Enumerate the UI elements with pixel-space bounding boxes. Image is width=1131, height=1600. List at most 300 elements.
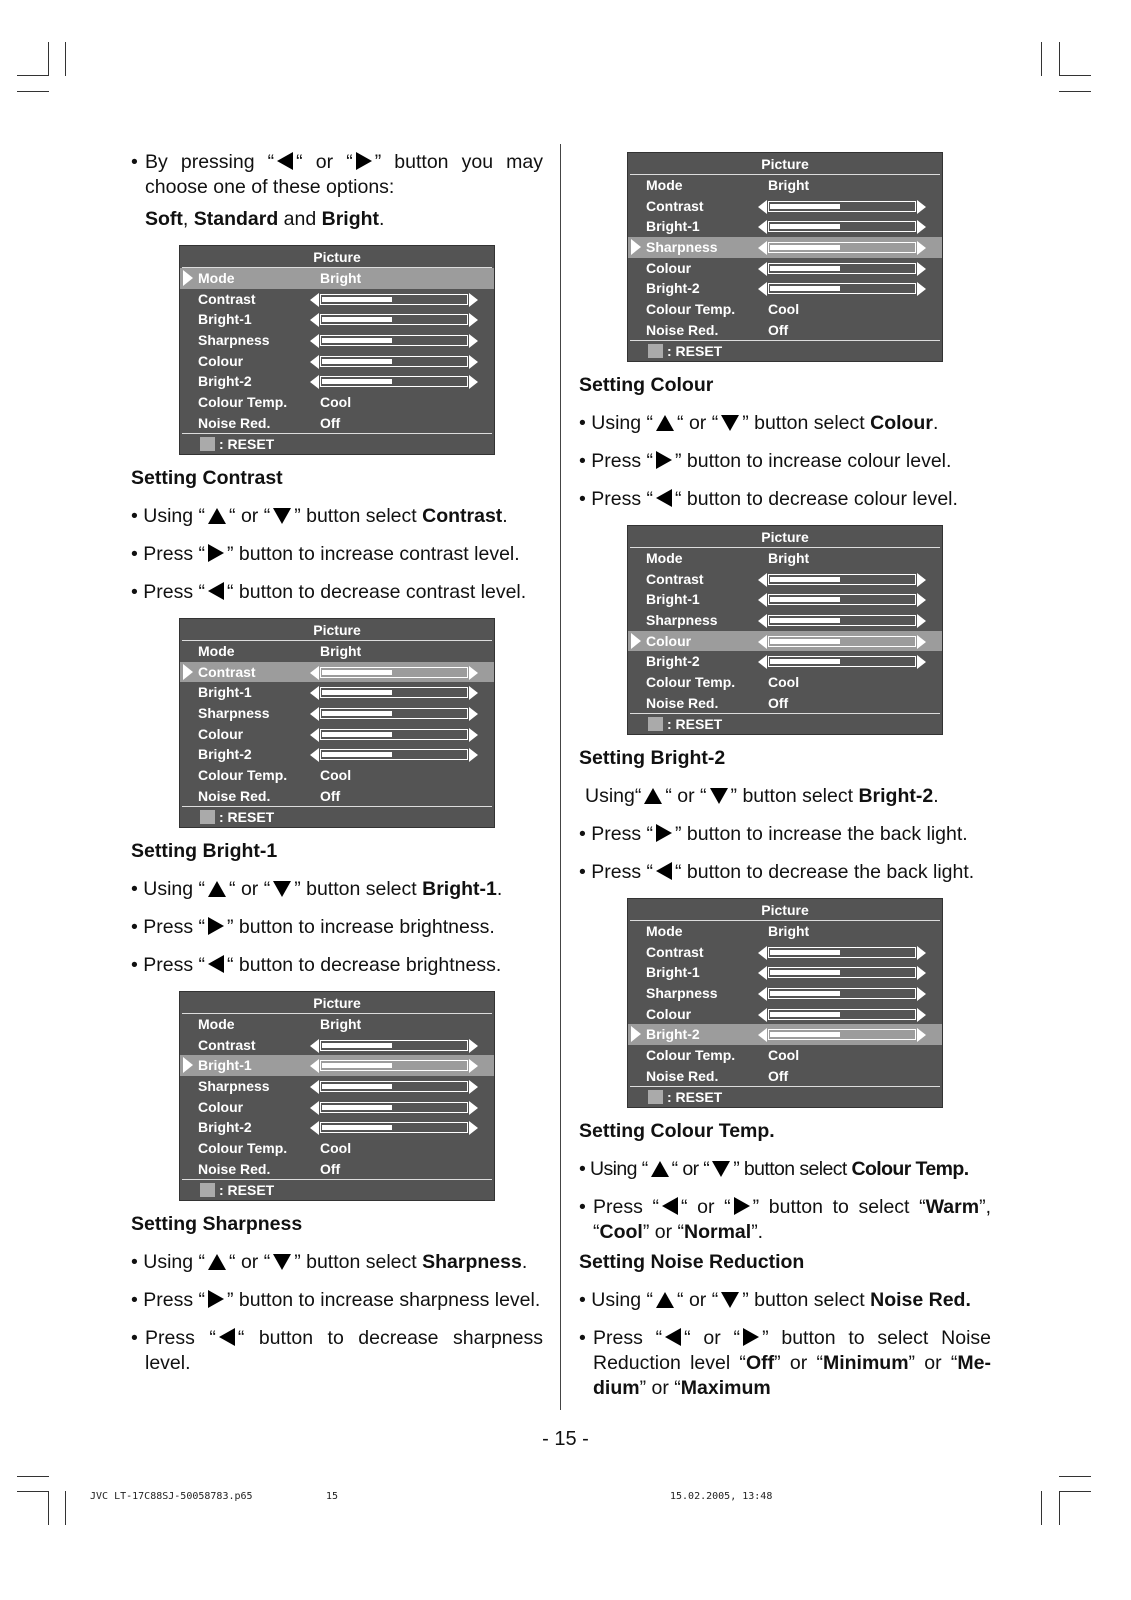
menu-row[interactable] [180, 1014, 494, 1035]
slider-right-icon [917, 635, 926, 649]
level-slider[interactable] [758, 635, 926, 648]
slider-right-icon [917, 282, 926, 296]
crop-mark [17, 91, 49, 92]
left-column [131, 150, 543, 1389]
picture-menu [627, 525, 943, 735]
menu-row[interactable] [180, 662, 494, 683]
slider-right-icon [469, 1101, 478, 1115]
menu-row-label: Contrast [198, 663, 256, 680]
slider-fill [322, 711, 392, 716]
menu-row-label: Bright-2 [646, 1026, 700, 1043]
menu-row[interactable] [628, 1045, 942, 1066]
crop-mark [17, 1491, 49, 1492]
slider-fill [770, 286, 840, 291]
level-slider[interactable] [758, 282, 926, 295]
slider-right-icon [469, 728, 478, 742]
slider-left-icon [758, 200, 767, 214]
menu-row[interactable] [628, 548, 942, 569]
menu-row[interactable] [180, 724, 494, 745]
menu-row-value: Bright [768, 923, 810, 939]
slider-track [768, 615, 916, 626]
left-arrow-icon [656, 489, 672, 507]
slider-left-icon [310, 1101, 319, 1115]
footer-filename: JVC LT-17C88SJ-50058783.p65 [90, 1491, 253, 1502]
slider-left-icon [310, 707, 319, 721]
slider-fill [322, 1105, 392, 1110]
slider-left-icon [310, 686, 319, 700]
up-arrow-icon [208, 881, 226, 897]
menu-row-label: Bright-2 [198, 1119, 252, 1136]
menu-row-label: Noise Red. [198, 414, 271, 431]
crop-mark [1059, 1491, 1091, 1492]
slider-left-icon [310, 666, 319, 680]
menu-row-value: Bright [320, 270, 362, 286]
slider-left-icon [310, 293, 319, 307]
menu-row[interactable] [628, 1004, 942, 1025]
slider-left-icon [758, 966, 767, 980]
slider-left-icon [758, 946, 767, 960]
slider-track [320, 1040, 468, 1051]
menu-row[interactable] [180, 1035, 494, 1056]
menu-row[interactable] [180, 641, 494, 662]
picture-menu [627, 152, 943, 362]
level-slider[interactable] [310, 375, 478, 388]
level-slider[interactable] [310, 666, 478, 679]
menu-row-value: Cool [768, 1047, 800, 1064]
level-slider[interactable] [310, 293, 478, 306]
menu-row-label: Colour Temp. [646, 301, 736, 318]
level-slider[interactable] [310, 313, 478, 326]
menu-row[interactable] [628, 983, 942, 1004]
slider-track [320, 1102, 468, 1113]
level-slider[interactable] [310, 728, 478, 741]
menu-row-label: Colour Temp. [198, 394, 288, 411]
picture-menu [179, 245, 495, 455]
menu-row-label: Colour [198, 352, 244, 369]
heading-noise-reduction: Setting Noise Reduction [579, 1251, 805, 1273]
sharpness-decrease-step: • Press “ “ button to decrease sharpness level. [131, 1327, 543, 1374]
reset-label: : RESET [667, 343, 723, 359]
menu-row[interactable] [628, 237, 942, 258]
footer-date: 15.02.2005, 13:48 [670, 1491, 773, 1502]
menu-row-value: Cool [768, 674, 800, 691]
level-slider[interactable] [310, 1101, 478, 1114]
menu-row[interactable] [180, 1159, 494, 1180]
menu-row-label: Contrast [646, 197, 704, 214]
selection-pointer-icon [631, 1026, 641, 1042]
menu-row[interactable] [180, 413, 494, 434]
menu-row-label: Bright-1 [198, 311, 252, 328]
menu-row[interactable] [180, 765, 494, 786]
menu-row[interactable] [180, 703, 494, 724]
slider-left-icon [310, 355, 319, 369]
bright1-decrease-step: • Press “ “ button to decrease brightness. [131, 954, 502, 976]
heading-bright2: Setting Bright-2 [579, 747, 726, 769]
level-slider[interactable] [310, 686, 478, 699]
slider-right-icon [469, 1121, 478, 1135]
slider-track [768, 594, 916, 605]
slider-track [320, 1081, 468, 1092]
slider-right-icon [469, 748, 478, 762]
bright2-decrease-step: • Press “ “ button to decrease the back light. [579, 861, 975, 883]
menu-row[interactable] [180, 1097, 494, 1118]
slider-left-icon [758, 1008, 767, 1022]
menu-row-value: Off [768, 321, 789, 338]
right-arrow-icon [208, 544, 224, 562]
options-line: Soft, Standard and Bright. [145, 208, 385, 230]
slider-fill [770, 639, 840, 644]
menu-row-label: Mode [646, 177, 683, 193]
left-arrow-icon [665, 1328, 681, 1346]
menu-row-label: Bright-2 [198, 373, 252, 390]
slider-fill [770, 950, 840, 955]
menu-title: Picture [630, 153, 940, 175]
heading-colour: Setting Colour [579, 374, 714, 396]
menu-row[interactable] [628, 962, 942, 983]
crop-mark [17, 1476, 49, 1477]
level-slider[interactable] [758, 200, 926, 213]
menu-row[interactable] [628, 631, 942, 652]
menu-row[interactable] [628, 175, 942, 196]
level-slider[interactable] [758, 262, 926, 275]
up-arrow-icon [656, 415, 674, 431]
slider-track [768, 947, 916, 958]
menu-row-label: Noise Red. [646, 321, 719, 338]
slider-fill [770, 1012, 840, 1017]
slider-track [768, 1009, 916, 1020]
slider-track [320, 729, 468, 740]
menu-row-label: Colour [646, 259, 692, 276]
colour-increase-step: • Press “ ” button to increase colour level. [579, 450, 952, 472]
menu-row-value: Off [320, 1160, 341, 1177]
menu-row-value: Bright [768, 177, 810, 193]
menu-row[interactable] [180, 351, 494, 372]
menu-row[interactable] [628, 942, 942, 963]
left-arrow-icon [208, 955, 224, 973]
level-slider[interactable] [310, 748, 478, 761]
menu-row-label: Bright-2 [198, 746, 252, 763]
slider-right-icon [469, 293, 478, 307]
left-arrow-icon [208, 582, 224, 600]
selection-pointer-icon [183, 270, 193, 286]
slider-right-icon [469, 334, 478, 348]
menu-row-value: Cool [320, 767, 352, 784]
menu-row-value: Off [320, 787, 341, 804]
colour-temp-press-step: • Press “ “ or “ ” button to select “Warm”, “Cool” or “Normal”. [579, 1196, 991, 1243]
menu-row-label: Mode [198, 643, 235, 659]
menu-row[interactable] [180, 786, 494, 807]
slider-fill [770, 266, 840, 271]
level-slider[interactable] [758, 220, 926, 233]
crop-mark [1059, 91, 1091, 92]
intro-paragraph: • By pressing “ “ or “ ” button you may choose one of these options: [131, 151, 543, 198]
menu-row-label: Mode [198, 1016, 235, 1032]
menu-row[interactable] [628, 589, 942, 610]
slider-track [768, 283, 916, 294]
menu-title: Picture [182, 619, 492, 641]
slider-right-icon [917, 966, 926, 980]
menu-row[interactable] [628, 651, 942, 672]
right-arrow-icon [208, 917, 224, 935]
menu-row[interactable] [180, 268, 494, 289]
slider-track [768, 263, 916, 274]
slider-track [768, 574, 916, 585]
selection-pointer-icon [183, 1057, 193, 1073]
menu-row-label: Bright-1 [646, 964, 700, 981]
slider-track [320, 314, 468, 325]
crop-mark [17, 75, 49, 76]
slider-left-icon [310, 334, 319, 348]
crop-mark [48, 42, 49, 76]
menu-row[interactable] [628, 320, 942, 341]
menu-row-label: Sharpness [646, 985, 718, 1002]
right-column [579, 152, 991, 1414]
menu-row[interactable] [628, 672, 942, 693]
slider-fill [770, 1032, 840, 1037]
menu-row[interactable] [628, 258, 942, 279]
slider-track [768, 201, 916, 212]
menu-row-label: Sharpness [198, 332, 270, 349]
menu-row[interactable] [628, 921, 942, 942]
slider-left-icon [310, 748, 319, 762]
menu-row[interactable] [180, 1117, 494, 1138]
selection-pointer-icon [183, 664, 193, 680]
menu-footer [630, 713, 940, 734]
menu-row[interactable] [628, 1066, 942, 1087]
reset-key-icon [200, 1183, 215, 1197]
menu-row[interactable] [180, 744, 494, 765]
menu-row[interactable] [628, 216, 942, 237]
menu-row-value: Cool [320, 394, 352, 411]
menu-row-label: Contrast [198, 290, 256, 307]
level-slider[interactable] [758, 966, 926, 979]
slider-left-icon [310, 728, 319, 742]
sharpness-increase-step: • Press “ ” button to increase sharpness level. [131, 1289, 541, 1311]
menu-row-label: Noise Red. [646, 1067, 719, 1084]
slider-track [320, 1060, 468, 1071]
menu-row-label: Colour [198, 725, 244, 742]
bright1-select-step: • Using “ “ or “ ” button select Bright-1. [131, 878, 503, 900]
menu-footer [182, 1179, 492, 1200]
colour-decrease-step: • Press “ “ button to decrease colour level. [579, 488, 958, 510]
menu-row[interactable] [180, 1055, 494, 1076]
selection-pointer-icon [631, 239, 641, 255]
slider-fill [322, 1125, 392, 1130]
up-arrow-icon [208, 1254, 226, 1270]
slider-left-icon [758, 282, 767, 296]
slider-fill [322, 732, 392, 737]
level-slider[interactable] [758, 573, 926, 586]
slider-fill [770, 970, 840, 975]
level-slider[interactable] [310, 1121, 478, 1134]
menu-row[interactable] [628, 1024, 942, 1045]
left-arrow-icon [662, 1197, 678, 1215]
menu-row[interactable] [180, 1076, 494, 1097]
level-slider[interactable] [758, 241, 926, 254]
menu-row-label: Contrast [646, 943, 704, 960]
menu-footer [630, 1086, 940, 1107]
menu-title: Picture [630, 526, 940, 548]
menu-row-value: Bright [320, 643, 362, 659]
slider-right-icon [469, 355, 478, 369]
contrast-decrease-step: • Press “ “ button to decrease contrast level. [131, 581, 527, 603]
slider-left-icon [758, 220, 767, 234]
down-arrow-icon [712, 1161, 730, 1177]
slider-track [320, 749, 468, 760]
left-arrow-icon [219, 1328, 235, 1346]
down-arrow-icon [721, 1292, 739, 1308]
selection-pointer-icon [631, 633, 641, 649]
menu-row[interactable] [628, 610, 942, 631]
colour-select-step: • Using “ “ or “ ” button select Colour. [579, 412, 939, 434]
menu-footer [630, 340, 940, 361]
menu-footer [182, 433, 492, 454]
menu-title: Picture [182, 992, 492, 1014]
menu-row-label: Noise Red. [198, 1160, 271, 1177]
menu-row[interactable] [628, 569, 942, 590]
left-arrow-icon [656, 862, 672, 880]
menu-row[interactable] [628, 278, 942, 299]
menu-row-label: Sharpness [646, 612, 718, 629]
level-slider[interactable] [310, 355, 478, 368]
slider-fill [770, 224, 840, 229]
crop-mark [1041, 1491, 1042, 1525]
slider-fill [322, 359, 392, 364]
bright2-increase-step: • Press “ ” button to increase the back light. [579, 823, 968, 845]
slider-track [768, 1029, 916, 1040]
menu-row[interactable] [180, 1138, 494, 1159]
level-slider[interactable] [758, 614, 926, 627]
slider-left-icon [310, 375, 319, 389]
menu-row-label: Colour Temp. [646, 1047, 736, 1064]
menu-row[interactable] [628, 693, 942, 714]
level-slider[interactable] [310, 1039, 478, 1052]
slider-fill [770, 659, 840, 664]
menu-row[interactable] [180, 330, 494, 351]
menu-row-label: Noise Red. [198, 787, 271, 804]
menu-row-value: Off [768, 1067, 789, 1084]
slider-fill [322, 690, 392, 695]
reset-label: : RESET [667, 1089, 723, 1105]
menu-row-label: Colour Temp. [198, 767, 288, 784]
level-slider[interactable] [758, 946, 926, 959]
reset-key-icon [648, 717, 663, 731]
slider-right-icon [469, 375, 478, 389]
slider-left-icon [758, 573, 767, 587]
right-arrow-icon [656, 824, 672, 842]
picture-menu [179, 618, 495, 828]
bright2-select-step: Using“ “ or “ ” button select Bright-2. [585, 785, 939, 807]
contrast-increase-step: • Press “ ” button to increase contrast level. [131, 543, 520, 565]
reset-label: : RESET [667, 716, 723, 732]
sharpness-select-step: • Using “ “ or “ ” button select Sharpness. [131, 1251, 528, 1273]
slider-left-icon [758, 614, 767, 628]
slider-right-icon [917, 220, 926, 234]
slider-track [768, 221, 916, 232]
crop-mark [1059, 75, 1091, 76]
up-arrow-icon [208, 508, 226, 524]
menu-row-label: Mode [646, 550, 683, 566]
down-arrow-icon [273, 881, 291, 897]
menu-row[interactable] [180, 289, 494, 310]
menu-row[interactable] [180, 309, 494, 330]
menu-row[interactable] [180, 682, 494, 703]
down-arrow-icon [273, 1254, 291, 1270]
crop-mark [1059, 1491, 1060, 1525]
slider-right-icon [917, 200, 926, 214]
menu-row[interactable] [628, 196, 942, 217]
level-slider[interactable] [758, 1028, 926, 1041]
slider-right-icon [917, 1008, 926, 1022]
slider-left-icon [758, 241, 767, 255]
level-slider[interactable] [758, 593, 926, 606]
slider-fill [322, 752, 392, 757]
slider-track [768, 656, 916, 667]
slider-fill [770, 991, 840, 996]
level-slider[interactable] [310, 707, 478, 720]
crop-mark [65, 42, 66, 76]
menu-row-label: Contrast [198, 1036, 256, 1053]
slider-fill [322, 297, 392, 302]
slider-track [320, 1122, 468, 1133]
bright1-increase-step: • Press “ ” button to increase brightness. [131, 916, 495, 938]
slider-right-icon [469, 313, 478, 327]
slider-right-icon [917, 262, 926, 276]
slider-track [320, 687, 468, 698]
column-divider [560, 144, 561, 1410]
slider-fill [770, 245, 840, 250]
level-slider[interactable] [758, 987, 926, 1000]
menu-row-label: Colour [198, 1098, 244, 1115]
slider-track [320, 335, 468, 346]
reset-key-icon [200, 810, 215, 824]
slider-track [320, 356, 468, 367]
slider-fill [770, 597, 840, 602]
level-slider[interactable] [758, 655, 926, 668]
slider-left-icon [310, 313, 319, 327]
slider-right-icon [469, 1059, 478, 1073]
slider-fill [770, 618, 840, 623]
menu-row[interactable] [628, 299, 942, 320]
down-arrow-icon [721, 415, 739, 431]
slider-fill [322, 317, 392, 322]
level-slider[interactable] [310, 334, 478, 347]
slider-left-icon [758, 635, 767, 649]
slider-left-icon [758, 593, 767, 607]
heading-colour-temp: Setting Colour Temp. [579, 1120, 775, 1142]
slider-left-icon [310, 1039, 319, 1053]
menu-row-label: Bright-2 [646, 280, 700, 297]
slider-track [320, 376, 468, 387]
level-slider[interactable] [310, 1080, 478, 1093]
slider-right-icon [469, 1039, 478, 1053]
up-arrow-icon [644, 788, 662, 804]
menu-row[interactable] [180, 371, 494, 392]
menu-row[interactable] [180, 392, 494, 413]
reset-label: : RESET [219, 1182, 275, 1198]
slider-track [320, 667, 468, 678]
crop-mark [48, 1491, 49, 1525]
level-slider[interactable] [758, 1008, 926, 1021]
level-slider[interactable] [310, 1059, 478, 1072]
slider-fill [770, 204, 840, 209]
heading-sharpness: Setting Sharpness [131, 1213, 303, 1235]
crop-mark [1059, 42, 1060, 76]
crop-mark [1041, 42, 1042, 76]
slider-track [768, 988, 916, 999]
slider-right-icon [917, 655, 926, 669]
slider-left-icon [758, 262, 767, 276]
